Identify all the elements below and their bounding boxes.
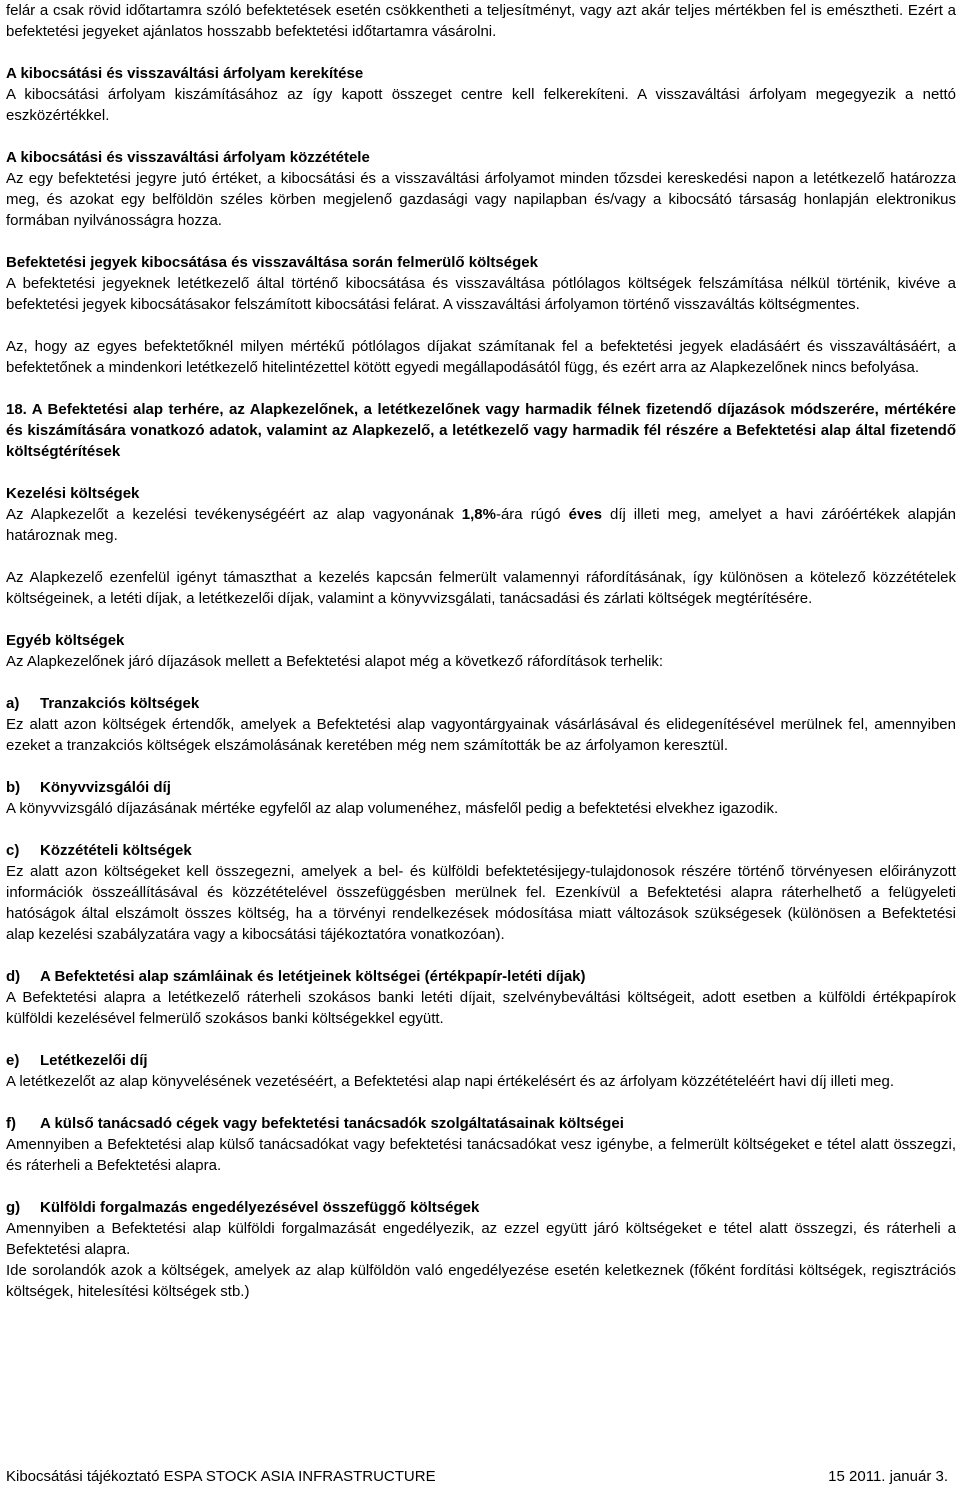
management-text-pre: Az Alapkezelőt a kezelési tevékenységéért az alap vagyonának [6,506,462,523]
item-body: A letétkezelőt az alap könyvelésének vezetéséért, a Befektetési alap napi értékelésért és az árfolyam közzétételéért havi díj illeti meg. [6,1073,894,1090]
management-text-mid: -ára rúgó [495,506,569,523]
item-label: a) [6,695,20,712]
item-a [6,693,956,756]
section-costs [6,252,956,378]
costs-body: A befektetési jegyeknek letétkezelő által történő kibocsátása és visszaváltása pótlólagos költségek felszámítása nélkül történik, kivéve a befektetési jegyek kibocsátásakor felszámított kibocsátási felárat. A visszaváltási árfolyamon történő visszaváltás költségmentes. [6,275,956,313]
item-title: Letétkezelői díj [40,1052,148,1069]
item-label: g) [6,1199,21,1216]
item-body: A Befektetési alapra a letétkezelő ráterheli szokásos banki letéti díjait, szelvénybeváltási költségeit, adott esetben a külföldi értékpapírok külföldi kezelésével felmerülő szokásos banki költségekkel együtt. [6,989,956,1027]
section-heading-rounding: A kibocsátási és visszaváltási árfolyam kerekítése [6,65,364,82]
management-text-post: díj illeti meg, amelyet a havi záróértékek alapján határoznak meg. [6,506,956,544]
document-page [6,0,956,1490]
item-e [6,1050,956,1092]
management-body [6,504,956,546]
section-management-fees [6,483,956,609]
management-rate: 1,8% [461,506,496,523]
item-title: A Befektetési alap számláinak és letétjeinek költségei (értékpapír-letéti díjak) [40,968,586,985]
rounding-body: A kibocsátási árfolyam kiszámításához az így kapott összeget centre kell felkerekíteni. A visszaváltási árfolyam megegyezik a nettó eszközértékkel. [6,86,956,124]
section-heading-management: Kezelési költségek [6,485,140,502]
item-body: A könyvvizsgáló díjazásának mértéke egyfelől az alap volumenéhez, másfelől pedig a befektetési elvekhez igazodik. [6,800,779,817]
item-label: d) [6,968,21,985]
item-d [6,966,956,1029]
item-title: Tranzakciós költségek [40,695,200,712]
section-heading-other: Egyéb költségek [6,632,125,649]
item-title: Külföldi forgalmazás engedélyezésével összefüggő költségek [40,1199,480,1216]
item-body: Amennyiben a Befektetési alap külföldi forgalmazását engedélyezik, az ezzel együtt járó költségeket e tétel alatt összegzi, és ráterheli a Befektetési alapra. [6,1220,956,1258]
section-heading-publication: A kibocsátási és visszaváltási árfolyam közzététele [6,149,370,166]
management-period: éves [568,506,602,523]
item-body: Ez alatt azon költségeket kell összegezni, amelyek a bel- és külföldi befektetésijegy-tulajdonosok részére történő törvényesen előirányzott információk összeállításával és közzétételével összefüggésben merülnek fel. Ezenkívül a Befektetési alapra ráterhelhető a felügyeleti hatóságok által elszámolt összes költség, ha a törvényi rendelkezések módosítása miatt változások szükségesek (különösen a Befektetési alap kezelési szabályzatára vagy a kibocsátási tájékoztatóra vonatkozóan). [6,863,956,943]
item-label: b) [6,779,21,796]
section-publication [6,147,956,231]
other-body: Az Alapkezelőnek járó díjazások mellett a Befektetési alapot még a következő ráfordítások terhelik: [6,653,664,670]
item-label: e) [6,1052,20,1069]
item-title: Könyvvizsgálói díj [40,779,171,796]
item-f [6,1113,956,1176]
item-title: A külső tanácsadó cégek vagy befektetési tanácsadók szolgáltatásainak költségei [40,1115,624,1132]
section-other-costs [6,630,956,672]
page-footer [6,1466,948,1487]
management-body-2: Az Alapkezelő ezenfelül igényt támaszthat a kezelés kapcsán felmerült valamennyi ráfordításának, így különösen a kötelező közzétételek költségeinek, a letéti díjak, a letétkezelői díjak, valamint a könyvvizsgálati, tanácsadási és zárlati költségek megtérítésére. [6,569,956,607]
footer-document-title: Kibocsátási tájékoztató ESPA STOCK ASIA INFRASTRUCTURE [6,1468,436,1485]
item-title: Közzétételi költségek [40,842,192,859]
costs-body-2: Az, hogy az egyes befektetőknél milyen mértékű pótlólagos díjakat számítanak fel a befektetési jegyek eladásáért és visszaváltásáért, a befektetőnek a mindenkori letétkezelő hitelintézettel kötött egyedi megállapodásától függ, és ezért arra az Alapkezelőnek nincs befolyása. [6,338,956,376]
item-g [6,1197,956,1302]
item-body-2: Ide sorolandók azok a költségek, amelyek az alap külföldön való engedélyezése esetén keletkeznek (főként fordítási költségek, regisztrációs költségek, hitelesítési költségek stb.) [6,1262,956,1300]
intro-paragraph: felár a csak rövid időtartamra szóló befektetések esetén csökkentheti a teljesítményt, vagy azt akár teljes mértékben fel is emésztheti. Ezért a befektetési jegyeket ajánlatos hosszabb befektetési időtartamra vásárolni. [6,2,956,40]
footer-page-date [828,1466,948,1487]
section-heading-costs: Befektetési jegyek kibocsátása és visszaváltása során felmerülő költségek [6,254,538,271]
publication-body: Az egy befektetési jegyre jutó értéket, a kibocsátási és a visszaváltási árfolyamot minden tőzsdei kereskedési napon a letétkezelő határozza meg, és azokat egy belföldön széles körben megjelenő gazdasági vagy napilapban és/vagy a kibocsátó társaság honlapján elektronikus formában nyilvánosságra hozza. [6,170,956,229]
item-body: Amennyiben a Befektetési alap külső tanácsadókat vagy befektetési tanácsadókat vesz igénybe, a felmerült költségeket e tétel alatt összegzi, és ráterheli a Befektetési alapra. [6,1136,956,1174]
section-rounding [6,63,956,126]
footer-date: 2011. január 3. [849,1468,948,1485]
page-number: 15 [828,1468,845,1485]
item-c [6,840,956,945]
item-b [6,777,956,819]
item-body: Ez alatt azon költségek értendők, amelyek a Befektetési alap vagyontárgyainak vásárlásával és elidegenítésével merülnek fel, amennyiben ezeket a tranzakciós költségek elszámolásának keretében még nem számították be az árfolyamon keresztül. [6,716,956,754]
item-label: f) [6,1115,16,1132]
section-18-heading: 18. A Befektetési alap terhére, az Alapkezelőnek, a letétkezelőnek vagy harmadik félnek fizetendő díjazások módszerére, mértékére és kiszámítására vonatkozó adatok, valamint az Alapkezelő, a letétkezelő vagy harmadik fél részére a Befektetési alap által fizetendő költségtérítések [6,401,956,460]
item-label: c) [6,842,20,859]
